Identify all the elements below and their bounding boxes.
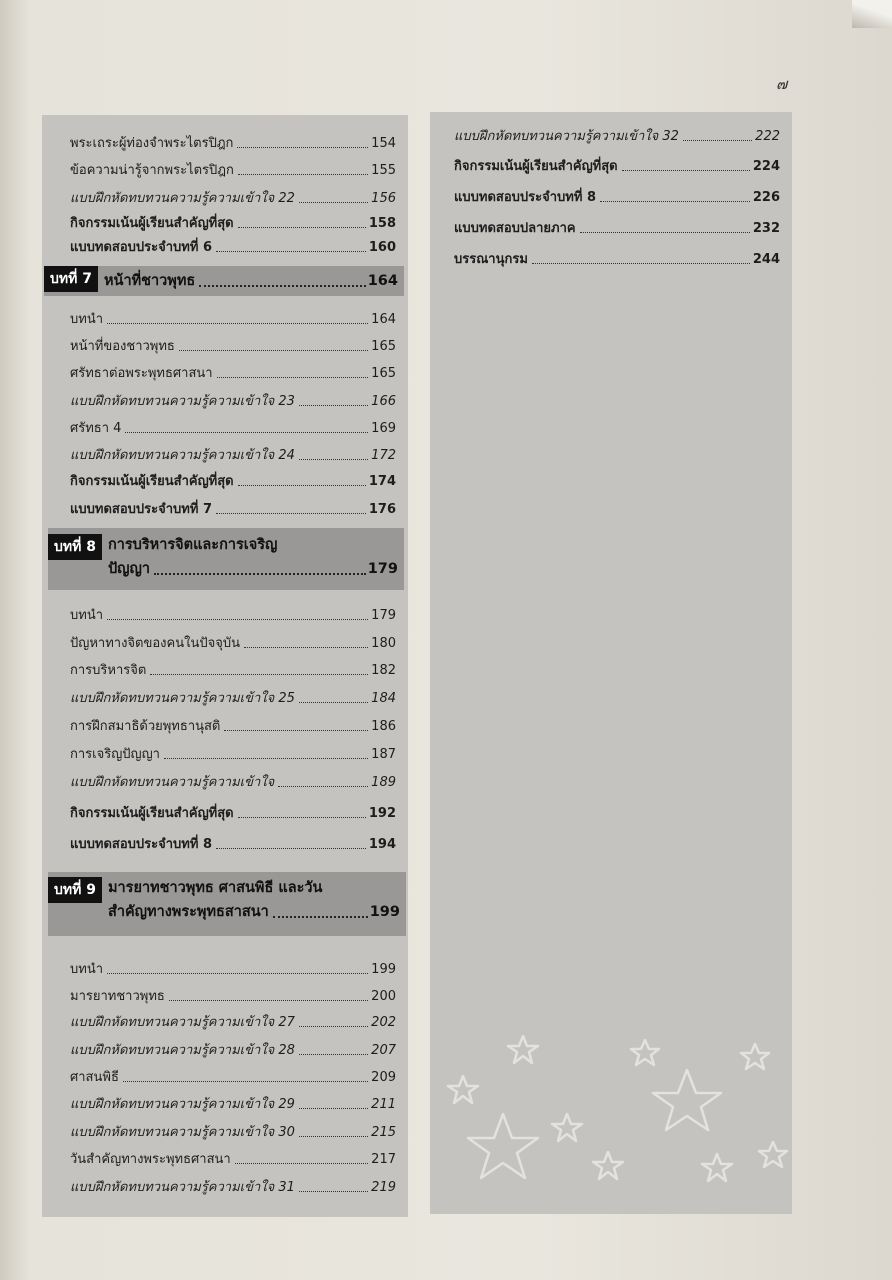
entry-title: แบบทดสอบประจำบทที่ 8 (454, 190, 596, 205)
entry-title: มารยาทชาวพุทธ (70, 989, 165, 1004)
chapter-9-title-line1: มารยาทชาวพุทธ ศาสนพิธี และวัน (107, 880, 323, 896)
entry-title: แบบฝึกหัดทบทวนความรู้ความเข้าใจ 25 (70, 691, 295, 706)
entry-page: 199 (371, 962, 396, 977)
toc-entry (70, 1035, 396, 1059)
star-icon (702, 1154, 732, 1181)
star-icon (653, 1070, 721, 1130)
toc-entry (70, 798, 396, 822)
entry-title: บรรณานุกรม (454, 252, 528, 267)
entry-page: 217 (371, 1152, 396, 1167)
toc-entry (70, 1089, 396, 1113)
toc-entry (70, 358, 396, 382)
entry-page: 158 (368, 216, 396, 231)
toc-entry (70, 954, 396, 978)
entry-title: แบบฝึกหัดทบทวนความรู้ความเข้าใจ (70, 775, 275, 790)
toc-entry (70, 711, 396, 735)
entry-page: 202 (371, 1015, 396, 1030)
star-icon (468, 1114, 538, 1178)
chapter-7-heading (44, 266, 404, 296)
toc-entry (454, 151, 780, 175)
toc-entry (454, 121, 780, 145)
entry-title: ศรัทธา 4 (70, 421, 122, 436)
toc-entry (454, 182, 780, 206)
toc-entry (70, 304, 396, 328)
toc-entry (70, 683, 396, 707)
toc-entry (70, 1007, 396, 1031)
toc-entry (70, 331, 396, 355)
entry-page: 194 (368, 837, 396, 852)
entry-title: กิจกรรมเน้นผู้เรียนสำคัญที่สุด (70, 474, 234, 489)
star-icon (552, 1114, 582, 1141)
entry-page: 180 (371, 636, 396, 651)
entry-title: บทนำ (70, 608, 104, 623)
entry-title: แบบทดสอบปลายภาค (454, 221, 576, 236)
page-corner-fold (852, 0, 892, 28)
entry-page: 192 (368, 806, 396, 821)
toc-entry (70, 1172, 396, 1196)
entry-page: 184 (371, 691, 396, 706)
chapter-8-heading (48, 528, 404, 590)
entry-title: แบบทดสอบประจำบทที่ 8 (70, 837, 212, 852)
toc-entry (454, 244, 780, 268)
entry-title: แบบฝึกหัดทบทวนความรู้ความเข้าใจ 24 (70, 448, 295, 463)
entry-title: แบบฝึกหัดทบทวนความรู้ความเข้าใจ 22 (70, 191, 295, 206)
entry-title: แบบทดสอบประจำบทที่ 7 (70, 502, 212, 517)
entry-page: 222 (755, 129, 780, 144)
entry-title: บทนำ (70, 312, 104, 327)
entry-page: 172 (371, 448, 396, 463)
chapter-9-page: 199 (369, 904, 400, 920)
toc-entry (70, 981, 396, 1005)
chapter-7-page: 164 (367, 273, 398, 289)
star-icon (741, 1044, 769, 1069)
toc-entry (70, 767, 396, 791)
entry-page: 219 (371, 1180, 396, 1195)
entry-title: ศรัทธาต่อพระพุทธศาสนา (70, 366, 213, 381)
entry-page: 224 (752, 159, 780, 174)
entry-title: แบบฝึกหัดทบทวนความรู้ความเข้าใจ 28 (70, 1043, 295, 1058)
toc-entry (70, 440, 396, 464)
entry-title: ข้อความน่ารู้จากพระไตรปิฎก (70, 163, 234, 178)
toc-entry (70, 628, 396, 652)
decorative-stars (430, 1030, 792, 1220)
toc-entry (70, 413, 396, 437)
entry-title: การฝึกสมาธิด้วยพุทธานุสติ (70, 719, 221, 734)
toc-entry (70, 655, 396, 679)
entry-page: 182 (371, 663, 396, 678)
chapter-9-label: บทที่ 9 (48, 877, 102, 903)
entry-title: พระเถระผู้ท่องจำพระไตรปิฎก (70, 136, 234, 151)
toc-entry (70, 183, 396, 207)
chapter-9-heading (48, 872, 406, 936)
entry-page: 215 (371, 1125, 396, 1140)
toc-entry (70, 1062, 396, 1086)
entry-title: การบริหารจิต (70, 663, 147, 678)
entry-page: 154 (371, 136, 396, 151)
entry-title: กิจกรรมเน้นผู้เรียนสำคัญที่สุด (70, 806, 234, 821)
star-icon (593, 1152, 623, 1179)
toc-entry (70, 208, 396, 232)
entry-page: 226 (752, 190, 780, 205)
entry-title: วันสำคัญทางพระพุทธศาสนา (70, 1152, 231, 1167)
entry-title: แบบฝึกหัดทบทวนความรู้ความเข้าใจ 30 (70, 1125, 295, 1140)
entry-title: แบบฝึกหัดทบทวนความรู้ความเข้าใจ 32 (454, 129, 679, 144)
entry-title: แบบทดสอบประจำบทที่ 6 (70, 240, 212, 255)
entry-page: 164 (371, 312, 396, 327)
entry-page: 207 (371, 1043, 396, 1058)
entry-title: หน้าที่ของชาวพุทธ (70, 339, 175, 354)
toc-entry (454, 213, 780, 237)
chapter-7-title: หน้าที่ชาวพุทธ (103, 273, 196, 289)
entry-title: แบบฝึกหัดทบทวนความรู้ความเข้าใจ 29 (70, 1097, 295, 1112)
entry-page: 165 (371, 339, 396, 354)
entry-page: 160 (368, 240, 396, 255)
entry-title: แบบฝึกหัดทบทวนความรู้ความเข้าใจ 27 (70, 1015, 295, 1030)
toc-entry (70, 600, 396, 624)
entry-page: 156 (371, 191, 396, 206)
toc-entry (70, 155, 396, 179)
entry-page: 165 (371, 366, 396, 381)
star-icon (631, 1040, 659, 1065)
toc-entry (70, 128, 396, 152)
toc-entry (70, 494, 396, 518)
toc-entry (70, 232, 396, 256)
entry-page: 211 (371, 1097, 396, 1112)
entry-page: 166 (371, 394, 396, 409)
entry-title: แบบฝึกหัดทบทวนความรู้ความเข้าใจ 31 (70, 1180, 295, 1195)
chapter-8-page: 179 (367, 561, 398, 577)
toc-entry (70, 1144, 396, 1168)
entry-page: 200 (371, 989, 396, 1004)
entry-title: บทนำ (70, 962, 104, 977)
chapter-8-title-line2: ปัญญา (107, 561, 151, 577)
star-icon (759, 1142, 787, 1167)
toc-entry (70, 829, 396, 853)
toc-entry (70, 466, 396, 490)
entry-page: 176 (368, 502, 396, 517)
toc-entry (70, 739, 396, 763)
entry-page: 232 (752, 221, 780, 236)
entry-title: กิจกรรมเน้นผู้เรียนสำคัญที่สุด (70, 216, 234, 231)
entry-page: 169 (371, 421, 396, 436)
entry-title: การเจริญปัญญา (70, 747, 160, 762)
entry-title: ปัญหาทางจิตของคนในปัจจุบัน (70, 636, 240, 651)
toc-entry (70, 386, 396, 410)
entry-title: ศาสนพิธี (70, 1070, 119, 1085)
toc-entry (70, 1117, 396, 1141)
chapter-8-label: บทที่ 8 (48, 534, 102, 560)
entry-page: 179 (371, 608, 396, 623)
entry-page: 209 (371, 1070, 396, 1085)
entry-page: 189 (371, 775, 396, 790)
entry-title: กิจกรรมเน้นผู้เรียนสำคัญที่สุด (454, 159, 618, 174)
chapter-8-title-line1: การบริหารจิตและการเจริญ (107, 537, 278, 553)
page-number: ๗ (776, 75, 788, 93)
chapter-9-title-line2: สำคัญทางพระพุทธสาสนา (107, 904, 269, 920)
star-icon (448, 1076, 478, 1103)
chapter-7-label: บทที่ 7 (44, 266, 98, 292)
entry-title: แบบฝึกหัดทบทวนความรู้ความเข้าใจ 23 (70, 394, 295, 409)
entry-page: 186 (371, 719, 396, 734)
entry-page: 244 (752, 252, 780, 267)
entry-page: 155 (371, 163, 396, 178)
entry-page: 174 (368, 474, 396, 489)
entry-page: 187 (371, 747, 396, 762)
star-icon (508, 1036, 538, 1063)
